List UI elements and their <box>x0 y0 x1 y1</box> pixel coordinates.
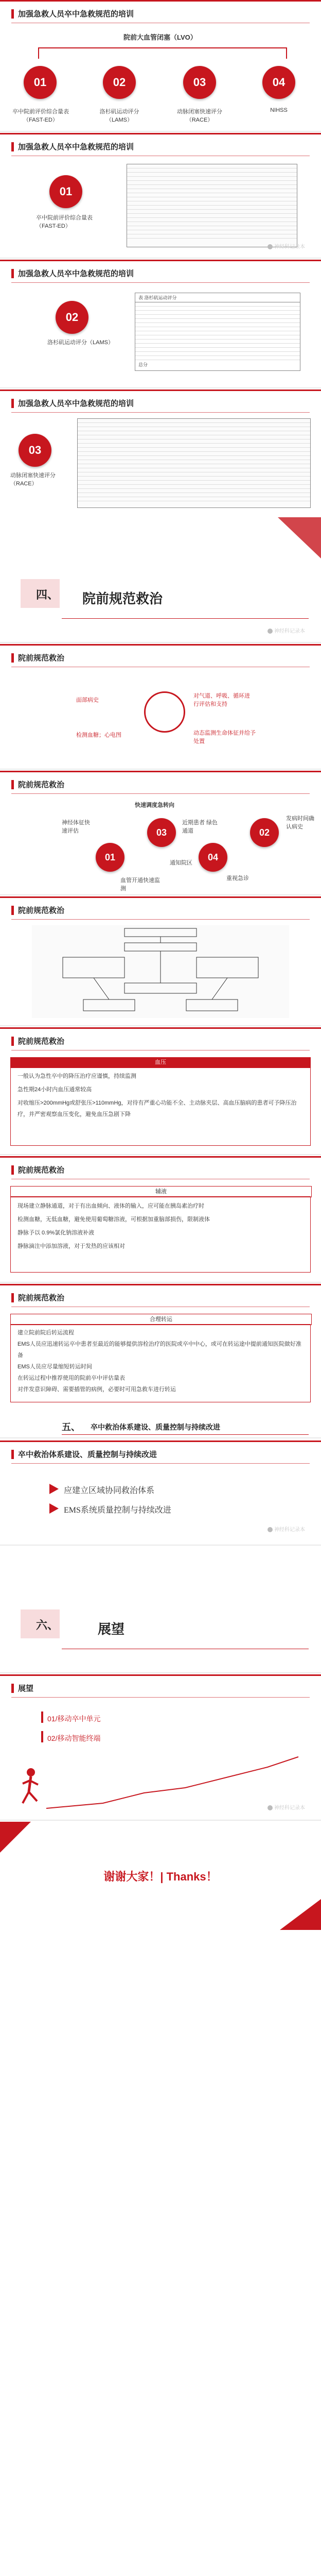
table-title: 表 洛杉矶运动评分 <box>135 293 300 302</box>
bullet-3: 静脉予以 0.9%氯化钠溶液补液 <box>17 1230 95 1236</box>
slide-16 <box>0 1822 321 1930</box>
slide-title: 院前规范救治 <box>18 781 65 789</box>
scale-label: 卒中院前评价综合量表（FAST-ED） <box>36 215 93 229</box>
step-1-text: 神经体征快速评估 <box>62 820 90 834</box>
bullet-4: 在转运过程中推荐使用的院前卒中评估量表 <box>17 1375 125 1381</box>
section-title: 院前规范救治 <box>82 591 163 606</box>
bracket-line <box>38 47 287 59</box>
watermark: 神经科记录本 <box>268 1803 305 1811</box>
item-fast-ed: 卒中院前评价综合量表（FAST-ED） <box>12 109 69 123</box>
flowchart-image <box>32 925 289 1018</box>
bullet-1: 现场建立静脉通道，对于有出血倾向、液体的输入，应可能在胰岛素治疗时 <box>17 1203 204 1209</box>
section-title: 展望 <box>98 1621 125 1637</box>
box-title: 辅液 <box>155 1189 167 1195</box>
item-glucose-ecg: 检测血糖；心电图 <box>76 732 121 738</box>
number-circle: 03 <box>19 434 51 467</box>
step-circle-4: 02 <box>250 818 279 847</box>
thanks-text: 谢谢大家！| Thanks！ <box>103 1870 218 1883</box>
item-race: 动脉闭塞快速评分（RACE） <box>177 109 222 123</box>
item-vitals: 动态监测生命体征并给予处置 <box>193 730 256 744</box>
item-1: 01/移动卒中单元 <box>47 1715 101 1723</box>
step-4-text: 重视急诊 <box>226 875 249 882</box>
box-title: 合理转运 <box>150 1316 172 1323</box>
bullet-2: EMS人员应迅速转运卒中患者至最近的能够提供溶栓治疗的医院或卒中中心，或可在转运途中提前通知医院做好准备 <box>17 1341 301 1359</box>
step-circle-1: 01 <box>96 843 124 872</box>
watermark: 神经科记录本 <box>268 1525 305 1533</box>
lams-table <box>135 293 300 371</box>
slide-title: 展望 <box>18 1684 34 1693</box>
bullet-1: 建立院前院后转运流程 <box>17 1330 74 1336</box>
fast-ed-table <box>127 164 297 247</box>
slide-title: 院前规范救治 <box>18 1294 65 1302</box>
bullet-2: 检测血糖，无低血糖，避免使用葡萄糖溶液，可根据加重脑部损伤，限制液体 <box>17 1216 210 1223</box>
slide-6 <box>0 644 321 768</box>
item-airway: 对气道、呼吸、循环进行评估和支持 <box>193 693 250 707</box>
center-title: 快速调度急转向 <box>135 802 174 808</box>
box-title-bar <box>10 1057 311 1067</box>
slide-4 <box>0 389 321 515</box>
step-circle-2: 03 <box>147 818 176 847</box>
watermark: 神经科记录本 <box>268 626 305 634</box>
item-lams: 洛杉矶运动评分（LAMS） <box>99 109 139 123</box>
item-2: EMS系统质量控制与持续改进 <box>64 1506 171 1515</box>
bullet-3: EMS人员应尽量缩短转运时间 <box>17 1364 92 1370</box>
slide-11 <box>0 1284 321 1409</box>
top-line <box>0 0 321 2</box>
slide-9 <box>0 1027 321 1153</box>
number-circle: 01 <box>49 175 82 208</box>
section-number: 五、 <box>62 1422 80 1432</box>
bullet-3: 对收缩压>200mmHg或舒张压>110mmHg，对待有严重心功能不全、主动脉夹层、高血压脑病的患者可予降压治疗，并严密观察血压变化，避免血压急剧下降 <box>17 1100 297 1117</box>
slide-15 <box>0 1674 321 1819</box>
item-1: 应建立区域协同救治体系 <box>64 1486 155 1495</box>
bullet-1: 一般认为急性卒中的降压治疗应谨慎，持续监测 <box>17 1073 136 1079</box>
watermark: 神经科记录本 <box>268 242 305 250</box>
number-circle-4: 04 <box>262 66 295 99</box>
slide-title: 加强急救人员卒中急救规范的培训 <box>18 10 134 19</box>
slide-8 <box>0 896 321 1024</box>
item-2: 02/移动智能终端 <box>47 1734 101 1742</box>
slide-5 <box>0 517 321 641</box>
race-table <box>77 418 311 508</box>
section-number: 六、 <box>36 1619 59 1632</box>
table-total: 总分 <box>138 362 148 367</box>
bullet-5: 对伴发意识障碍、需要插管的病例，必要时可用急救车进行转运 <box>17 1386 176 1393</box>
slide-title: 卒中救治体系建设、质量控制与持续改进 <box>18 1450 157 1459</box>
slide-14 <box>0 1548 321 1671</box>
scale-label: 动脉闭塞快速评分（RACE） <box>10 472 56 487</box>
slide-title: 院前规范救治 <box>18 1166 65 1175</box>
slide-title: 加强急救人员卒中急救规范的培训 <box>18 269 134 278</box>
step-3-text: 近期患者 绿色通道 <box>182 820 218 834</box>
lvo-subtitle: 院前大血管闭塞（LVO） <box>123 33 197 41</box>
slide-title: 院前规范救治 <box>18 654 65 663</box>
slide-3 <box>0 260 321 386</box>
slide-title: 加强急救人员卒中急救规范的培训 <box>18 143 134 151</box>
box-title-bar <box>10 1186 312 1197</box>
scale-label: 洛杉矶运动评分（LAMS） <box>47 340 114 346</box>
bullet-4: 静脉滴注中添加溶液，对于发热的应该相对 <box>17 1243 125 1249</box>
step-circle-3: 04 <box>199 843 227 872</box>
slide-10 <box>0 1156 321 1281</box>
step-2-text: 血管开通快速监测 <box>120 877 160 892</box>
running-man-graphic <box>10 1752 309 1814</box>
right-text: 发病时间确认病史 <box>286 816 314 830</box>
item-nihss: NIHSS <box>270 107 288 113</box>
number-circle-1: 01 <box>24 66 57 99</box>
slide-title: 加强急救人员卒中急救规范的培训 <box>18 399 134 408</box>
number-circle-3: 03 <box>183 66 216 99</box>
slide-2 <box>0 133 321 257</box>
slide-title: 院前规范救治 <box>18 1037 65 1046</box>
section-number: 四、 <box>36 588 59 601</box>
item-history: 面部病史 <box>76 697 99 703</box>
section-title: 卒中救治体系建设、质量控制与持续改进 <box>91 1423 220 1431</box>
bullet-2: 急性期24小时内血压通常较高 <box>17 1087 92 1093</box>
box-title: 血压 <box>155 1059 166 1065</box>
slide-7 <box>0 771 321 893</box>
step-5-text: 通知院区 <box>170 860 192 866</box>
slide-title: 院前规范救治 <box>18 906 65 915</box>
number-circle: 02 <box>56 301 88 334</box>
box-title-bar <box>10 1314 312 1325</box>
slide-1 <box>0 0 321 130</box>
number-circle-2: 02 <box>103 66 136 99</box>
center-icon <box>144 691 185 733</box>
section-header <box>11 8 134 19</box>
